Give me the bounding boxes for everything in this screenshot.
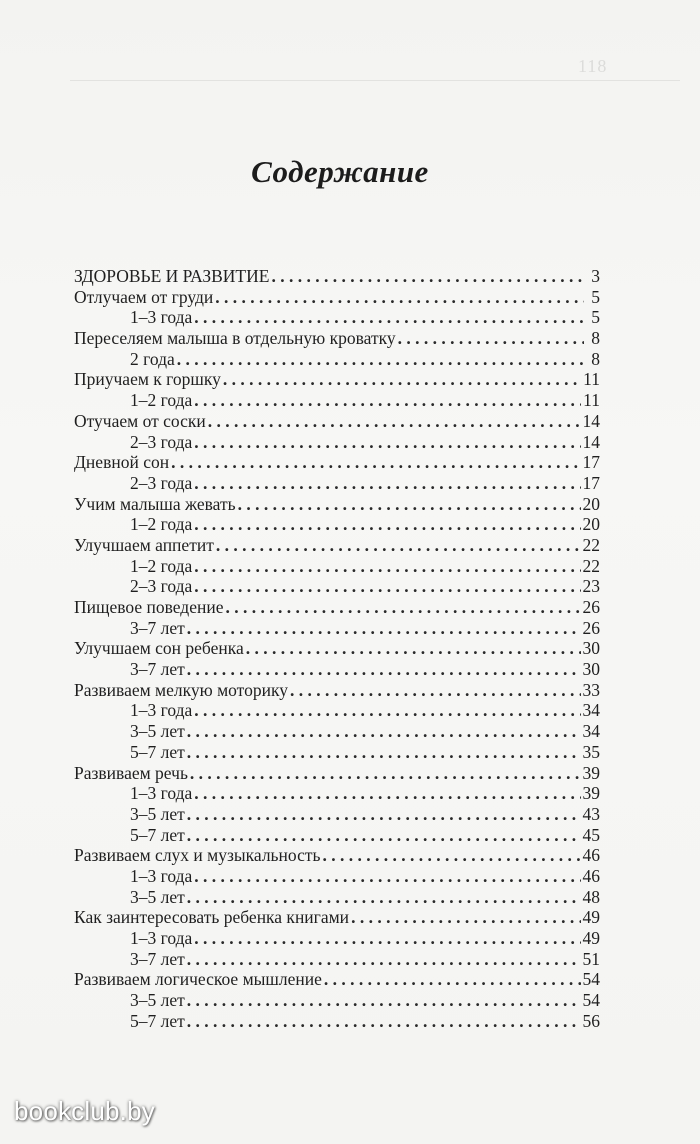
toc-dot-leader [351,907,580,928]
toc-entry [74,369,600,390]
toc-entry-page-number: 33 [582,679,600,700]
toc-dot-leader [187,618,581,639]
toc-entry-title: 1–2 года [130,390,193,411]
toc-entry-title: Развиваем мелкую моторику [74,679,288,700]
toc-entry [74,411,600,432]
toc-entry [74,783,600,804]
toc-dot-leader [187,887,581,908]
toc-entry [74,390,600,411]
toc-entry [74,866,600,887]
toc-entry-page-number: 22 [582,555,600,576]
toc-dot-leader [194,473,580,494]
toc-dot-leader [194,432,580,453]
toc-entry [74,638,600,659]
toc-entry-page-number: 22 [582,534,600,555]
toc-entry-page-number: 17 [582,472,600,493]
toc-entry [74,969,600,990]
toc-dot-leader [194,514,580,535]
toc-dot-leader [194,576,580,597]
toc-dot-leader [187,949,581,970]
toc-entry-title: Отучаем от соски [74,410,206,431]
toc-dot-leader [187,1011,581,1032]
toc-entry-title: 3–5 лет [130,803,185,824]
toc-entry-page-number: 20 [582,514,600,535]
toc-entry-page-number: 5 [591,286,600,307]
toc-entry-title: 3–7 лет [130,948,185,969]
toc-dot-leader [194,390,581,411]
toc-entry-page-number: 5 [591,307,600,328]
page-title: Содержание [251,154,429,189]
table-of-contents [74,266,600,1031]
toc-entry-page-number: 35 [582,741,600,762]
toc-entry [74,597,600,618]
toc-entry-page-number: 8 [591,328,600,349]
toc-entry-page-number: 26 [582,597,600,617]
toc-dot-leader [215,287,584,308]
toc-entry-title: Дневной сон [74,452,170,473]
toc-entry-title: Переселяем малыша в отдельную кроватку [74,328,396,349]
toc-entry-title: Учим малыша жевать [74,493,236,514]
toc-entry-page-number: 30 [582,659,600,680]
toc-dot-leader [194,783,580,804]
toc-dot-leader [323,845,581,866]
toc-dot-leader [194,866,580,887]
toc-entry [74,804,600,825]
toc-entry-title: 1–3 года [130,700,193,721]
toc-entry-title: 3–5 лет [130,990,185,1011]
toc-entry-page-number: 11 [583,369,600,390]
toc-entry [74,990,600,1011]
toc-entry-page-number: 46 [582,865,600,886]
toc-entry-page-number: 39 [582,762,600,783]
toc-entry [74,700,600,721]
toc-entry [74,763,600,784]
toc-entry [74,452,600,473]
toc-entry [74,287,600,308]
toc-entry-page-number: 14 [582,431,600,452]
toc-entry [74,742,600,763]
toc-entry [74,680,600,701]
toc-entry-title: Улучшаем сон ребенка [74,638,244,659]
toc-entry-page-number: 46 [582,845,600,866]
toc-entry-title: 2–3 года [130,472,193,493]
toc-entry-title: Приучаем к горшку [74,369,221,390]
toc-entry-title: 1–3 года [130,928,193,948]
toc-entry-title: Как заинтересовать ребенка книгами [74,907,350,928]
toc-entry-title: 1–3 года [130,865,193,886]
toc-entry-title: Развиваем речь [74,762,188,783]
toc-entry-page-number: 54 [582,990,600,1011]
toc-entry-page-number: 14 [582,410,600,431]
toc-entry [74,266,600,287]
toc-entry-page-number: 45 [582,824,600,845]
toc-entry [74,473,600,494]
toc-entry [74,1011,600,1032]
toc-entry-page-number: 49 [582,928,600,948]
toc-entry-title: 2–3 года [130,576,193,597]
toc-dot-leader [190,763,581,784]
toc-entry-title: 1–3 года [130,783,193,804]
toc-dot-leader [187,659,581,680]
toc-entry-page-number: 3 [591,266,600,286]
toc-entry-page-number: 17 [582,452,600,473]
toc-dot-leader [324,969,581,990]
toc-dot-leader [271,266,584,287]
toc-entry-title: 3–7 лет [130,659,185,680]
toc-entry [74,721,600,742]
toc-entry-title: Развиваем слух и музыкальность [74,845,321,866]
toc-entry [74,494,600,515]
toc-entry-title: Улучшаем аппетит [74,534,214,555]
toc-dot-leader [238,494,581,515]
toc-entry [74,907,600,928]
toc-entry-title: 2–3 года [130,431,193,452]
header-rule [70,80,680,81]
toc-entry [74,556,600,577]
toc-dot-leader [177,349,584,370]
toc-entry-page-number: 39 [582,783,600,804]
toc-dot-leader [171,452,580,473]
toc-entry-page-number: 34 [582,721,600,742]
toc-entry [74,535,600,556]
toc-entry-title: ЗДОРОВЬЕ И РАЗВИТИЕ [74,266,270,286]
toc-dot-leader [194,928,580,949]
toc-entry [74,887,600,908]
toc-entry [74,949,600,970]
toc-entry-page-number: 43 [582,803,600,824]
toc-dot-leader [194,700,580,721]
toc-dot-leader [246,638,581,659]
toc-dot-leader [225,597,580,618]
toc-dot-leader [223,369,581,390]
toc-dot-leader [194,307,584,328]
toc-dot-leader [208,411,581,432]
toc-entry-page-number: 48 [582,886,600,907]
toc-dot-leader [187,721,581,742]
toc-entry-title: 3–7 лет [130,617,185,638]
toc-entry [74,576,600,597]
toc-entry-title: 5–7 лет [130,824,185,845]
toc-dot-leader [187,825,581,846]
toc-entry-title: 1–2 года [130,514,193,535]
toc-entry-page-number: 34 [582,700,600,721]
toc-entry-page-number: 56 [582,1010,600,1031]
toc-entry-title: 5–7 лет [130,741,185,762]
toc-dot-leader [187,742,581,763]
toc-entry [74,307,600,328]
header-page-number: 118 [578,56,608,76]
toc-entry-page-number: 11 [583,390,600,411]
toc-dot-leader [398,328,584,349]
toc-entry-page-number: 23 [582,576,600,597]
toc-entry-title: Отлучаем от груди [74,286,214,307]
toc-entry [74,349,600,370]
toc-entry-title: 1–3 года [130,307,193,328]
toc-dot-leader [194,556,580,577]
toc-entry [74,514,600,535]
toc-entry-title: 1–2 года [130,555,193,576]
toc-entry-page-number: 20 [582,493,600,514]
toc-entry [74,928,600,949]
toc-entry-page-number: 54 [582,969,600,990]
toc-entry-page-number: 26 [582,617,600,638]
toc-entry-page-number: 49 [582,907,600,928]
toc-entry-title: Развиваем логическое мышление [74,969,322,990]
toc-entry-title: 3–5 лет [130,886,185,907]
watermark-logo: bookclub.by [14,1096,155,1126]
toc-entry-title: 2 года [130,348,175,369]
toc-entry [74,432,600,453]
toc-entry [74,845,600,866]
toc-entry [74,659,600,680]
toc-entry-title: 5–7 лет [130,1010,185,1031]
toc-entry-page-number: 8 [591,348,600,369]
toc-dot-leader [290,680,581,701]
toc-dot-leader [216,535,581,556]
toc-dot-leader [187,804,581,825]
toc-entry-page-number: 30 [582,638,600,659]
toc-entry-title: 3–5 лет [130,721,185,742]
toc-entry [74,328,600,349]
toc-entry [74,825,600,846]
toc-entry [74,618,600,639]
toc-entry-title: Пищевое поведение [74,597,224,617]
toc-dot-leader [187,990,581,1011]
toc-entry-page-number: 51 [582,948,600,969]
